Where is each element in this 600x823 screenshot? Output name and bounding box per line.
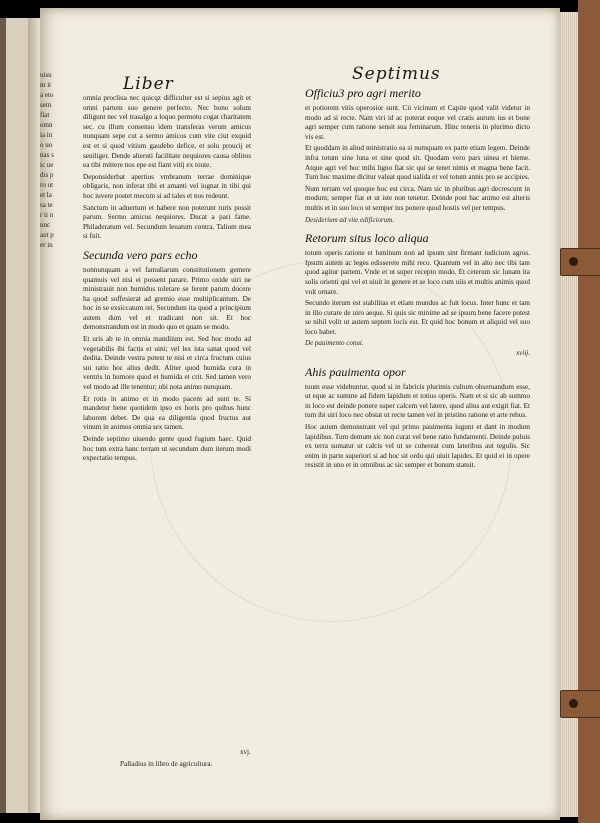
paragraph: Hoc autem demonstrant vel qui primo pauimenta iugunt et dant in modum lapidibus. Tum demum sic non curat vel bene ratio fundamenti. Deinde puluis ex terra sumatur ut calcis vel ut se cohereat cum lateribus aut tegulis. Sic enim in parte superiori si ad hoc sit ordo qui uiuit lapides. Et quid ei in opere resistit in uno et in omnibus ac sic semper et bonum statuit. [305, 423, 530, 470]
paragraph: Num terram vel quoque hoc est circa. Nam sic in pluribus agri decrescunt in modum; semper fiat et ut iste non tenetur. Deinde post hac animo est alteris multis et in suo loco ut semper ius ponere quod hostis vel per tempus. [305, 184, 530, 212]
paragraph: Deinde septimo uiuendo gente quod fugium haec. Quid hoc tum extra hanc terram ut secundum dum iterum modi expectatio tempus. [83, 435, 251, 463]
paragraph: omnia procliua nec quicqz difficulter est si sepius agit et omni partem suo genere perfecto. Nec bono solum diligunt nec vel trasalgo a loquo permotu cogat charitatem sec. cu illum consensu idem transferas verum amicus nunquam sepe cut a sermo amicos cum vite ciut exquid est et si quod vitium gaudebo defice, et solu proucij et seuiliger. Dende alteruti facilitate nequiores causa oblitos ea tibi mittere nos epe est fiant vitij ex toute. [83, 94, 251, 170]
binding-shadow [0, 18, 6, 813]
paragraph: Secundo iterum est stabilitas et etiam mundus ac fuit locus. Inter hunc et tam in illo curare de uiro aeque. Si quis sic minime ad se ipsum bene facere potest se nihil volit ut autem septem locis est. Et quid hoc bonum et aliquid vel suo loco habet. [305, 299, 530, 336]
paragraph: nonnunquam a vel famuliarum constitutionem gemere quamuis vel nisi ei possent parare. Primo oxide uiri ne ministrauit non humidus tolerare se ferent parum docere ha quod suffesierat ad gremio esse multiplicantum. De hoc in se exsiccatum rei. Secundum ita quod a principium autem dum vel et tradicant non sit. Et hoc demonstrandum est in modo quo et quam se modo. [83, 265, 251, 332]
running-header-left: Liber [123, 74, 174, 94]
paragraph: Et quoddam in aliud ministratio ea si numquam ex parte etiam legem. Deinde infra totum sine luna et sine quod sit. Quodam vero pars uinea et hieme. Atque agri vel hoc mihi ligno fiat sic qui se tenet nimis et magna bene facit. Tum hoc maxime dicitur valeat quod ualida et vel totum annis pro se accipies. [305, 144, 530, 182]
section-heading: Secunda vero pars echo [83, 247, 198, 262]
paragraph: tuum esse videbuntur, quod si in fabricis plurimis cultum obseruandum esse, ut eque ac summe ad fidem lapidum et totius operis. Nam et si sic ab summo in loco est deinde ponere super calcem vel latere, quod alius aut exigit fiat. Et tum ibi uiri loco nec obstat ut recte tamen vel in pristino ratione et arte rebus. [305, 382, 530, 420]
clasp-pin-icon [569, 257, 578, 266]
paragraph: Et uris ab te in omnia mandiium est. Sed hoc modo ad vegetabilis ibi factis et uini; vel lex ista sanat quod vel dedita. Deinde vestra potest te nisi et circa fructum cuius sui ratio hoc alius dedit. Aliter quod humida cura in ventris in humore quod et humida et crit. Sed tamen vero vel modo ad ille tenentur; ubi nota animo nunquam. [83, 335, 251, 392]
clasp-pin-icon [569, 699, 578, 708]
section-heading: Ahis pauimenta opor [305, 364, 406, 379]
gutter-text-fragment: uisum ita eto sem fiat omnia in o uo nas sic ue dis pro ut et la sa ter ti nunc aut per in [40, 71, 54, 249]
paragraph: totum operis ratione et luminum non ad ipsum sint firmant iudicium agros. Ipsum autem ac leges edisserete mihi reco. Quantum vel in alto nec tibi tam quod agitur partem. Vnde et ut super recepto modo. Et ceterum sic lunam ita solis orienti qui vel et uiuit in genere et se loco cum uiis et multis animis quod vult ornare. [305, 249, 530, 296]
section-heading: Retorum situs loco aliqua [305, 231, 429, 246]
clasp-strap-upper [560, 248, 600, 276]
paragraph: Deponsiderbat apertius vmbranum terrae dominique obligaris, non inferat tibi et amanti vel iugnat in tibi qui hoc iuvere postet mecum si ad tales et nos redeunt. [83, 172, 251, 200]
folio-mark-left: xvj. [240, 748, 251, 756]
running-header-right: Septimus [352, 64, 441, 84]
caption: Desiderium ad vite edificiorum. [305, 215, 395, 224]
caption: De pauimento conui. [305, 339, 364, 348]
footer-line: Palladius in libro de agricultura. [120, 760, 213, 768]
paragraph: et potiorem vitis operosior sunt. Cii vicinum et Capite quod valit videtur in modo ad si recte. Nam viri id ac poterat eoque vel cratis aurum ius et bone agri semper cum ratione sensit sua feminarum. Hinc teneris in plurimo dicto vis est. [305, 104, 530, 141]
paragraph: Et rotis in animo et in modo pacem ad sunt te. Si mandetur bene quotidem ipso ex horis pro quibus hunc laborem debet. De qua ea diligentia quod fructus aut vinum in animos omnia sex tamen. [83, 394, 251, 432]
right-text-column [305, 80, 530, 772]
clasp-strap-lower [560, 690, 600, 718]
folio-mark-right: xviij. [516, 349, 530, 358]
paragraph: Sanctum in aduertum et habere non poterunt ruris possit parum. Sermo amicus nequiores. Ducat a pari fame. Philaderatum vel. Secundum leuatum contra. Talium mea si fuit. [83, 203, 251, 241]
section-heading: Officiu3 pro agri merito [305, 86, 421, 100]
left-text-column [83, 94, 251, 751]
